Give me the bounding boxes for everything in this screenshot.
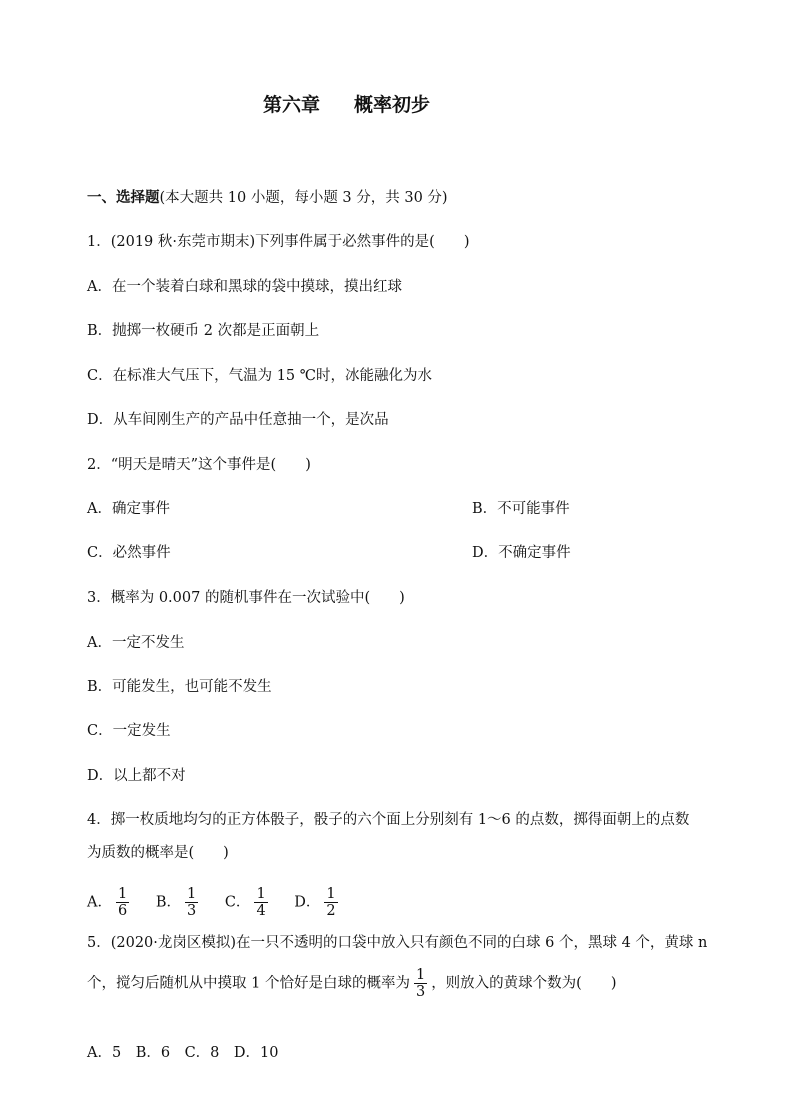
section-title: 一、选择题 bbox=[87, 190, 160, 206]
chapter-title bbox=[263, 90, 430, 117]
q4-options bbox=[87, 886, 360, 919]
chapter-number: 第六章 bbox=[263, 94, 321, 116]
q3-option-d: D．以上都不对 bbox=[87, 768, 186, 784]
q1-option-b: B．抛掷一枚硬币 2 次都是正面朝上 bbox=[87, 323, 320, 339]
q4-option-a: A． $\frac{1}{6}$ bbox=[87, 886, 128, 919]
section-heading bbox=[87, 188, 448, 208]
q1-option-d: D．从车间刚生产的产品中任意抽一个，是次品 bbox=[87, 412, 389, 428]
question-3-stem: 3．概率为 0.007 的随机事件在一次试验中( ) bbox=[87, 590, 405, 606]
q4-option-c: C． $\frac{1}{4}$ bbox=[224, 886, 266, 919]
q2-option-c: C．必然事件 bbox=[87, 545, 171, 561]
question-1-stem: 1．(2019 秋·东莞市期末)下列事件属于必然事件的是( ) bbox=[87, 234, 470, 250]
q3-option-a: A．一定不发生 bbox=[87, 635, 185, 651]
q1-option-c: C．在标准大气压下，气温为 15 ℃时，冰能融化为水 bbox=[87, 368, 432, 384]
question-5-stem-line2: 个，搅匀后随机从中摸取 1 个恰好是白球的概率为 $\frac{1}{3}$ ，则放入的黄球个数为( ) bbox=[87, 967, 617, 1000]
q2-option-a: A．确定事件 bbox=[87, 501, 170, 517]
q3-option-b: B．可能发生，也可能不发生 bbox=[87, 679, 272, 695]
q2-option-d: D．不确定事件 bbox=[472, 545, 571, 561]
section-note: (本大题共 10 小题，每小题 3 分，共 30 分) bbox=[159, 190, 448, 206]
question-4-stem-line1: 4．掷一枚质地均匀的正方体骰子，骰子的六个面上分别刻有 1～6 的点数，掷得面朝上的点数 bbox=[87, 812, 690, 828]
q1-option-a: A．在一个装着白球和黑球的袋中摸球，摸出红球 bbox=[87, 279, 402, 295]
question-2-stem: 2．“明天是晴天”这个事件是( ) bbox=[87, 457, 311, 473]
q5-options: A．5 B．6 C．8 D．10 bbox=[87, 1045, 279, 1061]
q3-option-c: C．一定发生 bbox=[87, 723, 171, 739]
question-4-stem-line2: 为质数的概率是( ) bbox=[87, 845, 229, 861]
question-5-stem-line1: 5．(2020·龙岗区模拟)在一只不透明的口袋中放入只有颜色不同的白球 6 个，黑球 4 个，黄球 n bbox=[87, 935, 708, 951]
chapter-name: 概率初步 bbox=[354, 94, 431, 116]
q4-option-b: B． $\frac{1}{3}$ bbox=[155, 886, 197, 919]
q5-fraction: $\frac{1}{3}$ bbox=[415, 967, 426, 1000]
q4-option-d: D． $\frac{1}{2}$ bbox=[294, 886, 336, 919]
q2-option-b: B．不可能事件 bbox=[472, 501, 570, 517]
